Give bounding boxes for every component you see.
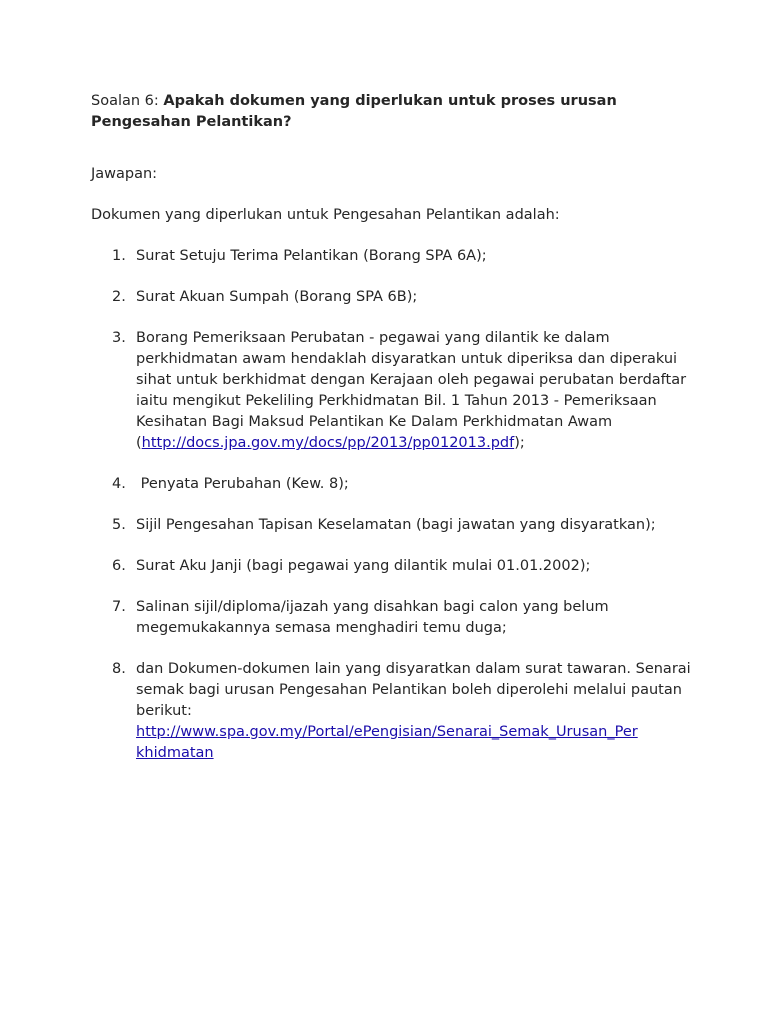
answer-intro: Dokumen yang diperlukan untuk Pengesahan Pelantikan adalah: xyxy=(91,207,560,223)
list-item-text: Surat Akuan Sumpah (Borang SPA 6B); xyxy=(136,289,418,305)
question-number: Soalan 6: xyxy=(91,93,164,109)
list-item-1 xyxy=(91,246,691,267)
list-number: 2. xyxy=(112,289,126,305)
list-number: 5. xyxy=(112,517,126,533)
jpa-circular-link[interactable]: http://docs.jpa.gov.my/docs/pp/2013/pp012013.pdf xyxy=(141,435,515,451)
list-number: 7. xyxy=(112,599,126,615)
list-number: 3. xyxy=(112,330,126,346)
answer-label: Jawapan: xyxy=(91,166,158,182)
list-item-5 xyxy=(91,515,691,536)
spa-checklist-link[interactable] xyxy=(136,724,638,761)
list-number: 4. xyxy=(112,476,126,492)
document-list xyxy=(91,246,708,764)
list-item-text: Surat Setuju Terima Pelantikan (Borang SPA 6A); xyxy=(136,248,487,264)
list-number: 1. xyxy=(112,248,126,264)
list-item-text: Borang Pemeriksaan Perubatan - pegawai yang dilantik ke dalam perkhidmatan awam hendaklah disyaratkan untuk diperiksa dan diperakui sihat untuk berkhidmat dengan Kerajaan oleh pegawai perubatan berdaftar iaitu mengikut Pekeliling Perkhidmatan Bil. 1 Tahun 2013 - Pemeriksaan Kesihatan Bagi Maksud Pelantikan Ke Dalam Perkhidmatan Awam xyxy=(136,330,687,430)
list-item-4 xyxy=(91,474,691,495)
open-paren: ( xyxy=(136,435,142,451)
list-item-text: Sijil Pengesahan Tapisan Keselamatan (bagi jawatan yang disyaratkan); xyxy=(136,517,656,533)
list-item-text: dan Dokumen-dokumen lain yang disyaratkan dalam surat tawaran. Senarai semak bagi urusan Pengesahan Pelantikan boleh diperolehi melalui pautan berikut: xyxy=(136,661,691,719)
link-line-1[interactable]: http://www.spa.gov.my/Portal/ePengisian/Senarai_Semak_Urusan_Per xyxy=(136,724,638,740)
list-item-3 xyxy=(91,328,691,454)
list-number: 6. xyxy=(112,558,126,574)
list-item-text: Surat Aku Janji (bagi pegawai yang dilantik mulai 01.01.2002); xyxy=(136,558,591,574)
list-item-6 xyxy=(91,556,691,577)
list-item-2 xyxy=(91,287,691,308)
list-item-text: Penyata Perubahan (Kew. 8); xyxy=(136,476,349,492)
list-item-8 xyxy=(91,659,691,764)
list-item-text: Salinan sijil/diploma/ijazah yang disahkan bagi calon yang belum megemukakannya semasa menghadiri temu duga; xyxy=(136,599,609,636)
list-item-7 xyxy=(91,597,691,639)
list-number: 8. xyxy=(112,661,126,677)
close-punctuation: ); xyxy=(514,435,525,451)
question-heading xyxy=(91,91,691,133)
question-text: Apakah dokumen yang diperlukan untuk proses urusan Pengesahan Pelantikan? xyxy=(91,93,617,130)
link-line-2[interactable]: khidmatan xyxy=(136,745,214,761)
